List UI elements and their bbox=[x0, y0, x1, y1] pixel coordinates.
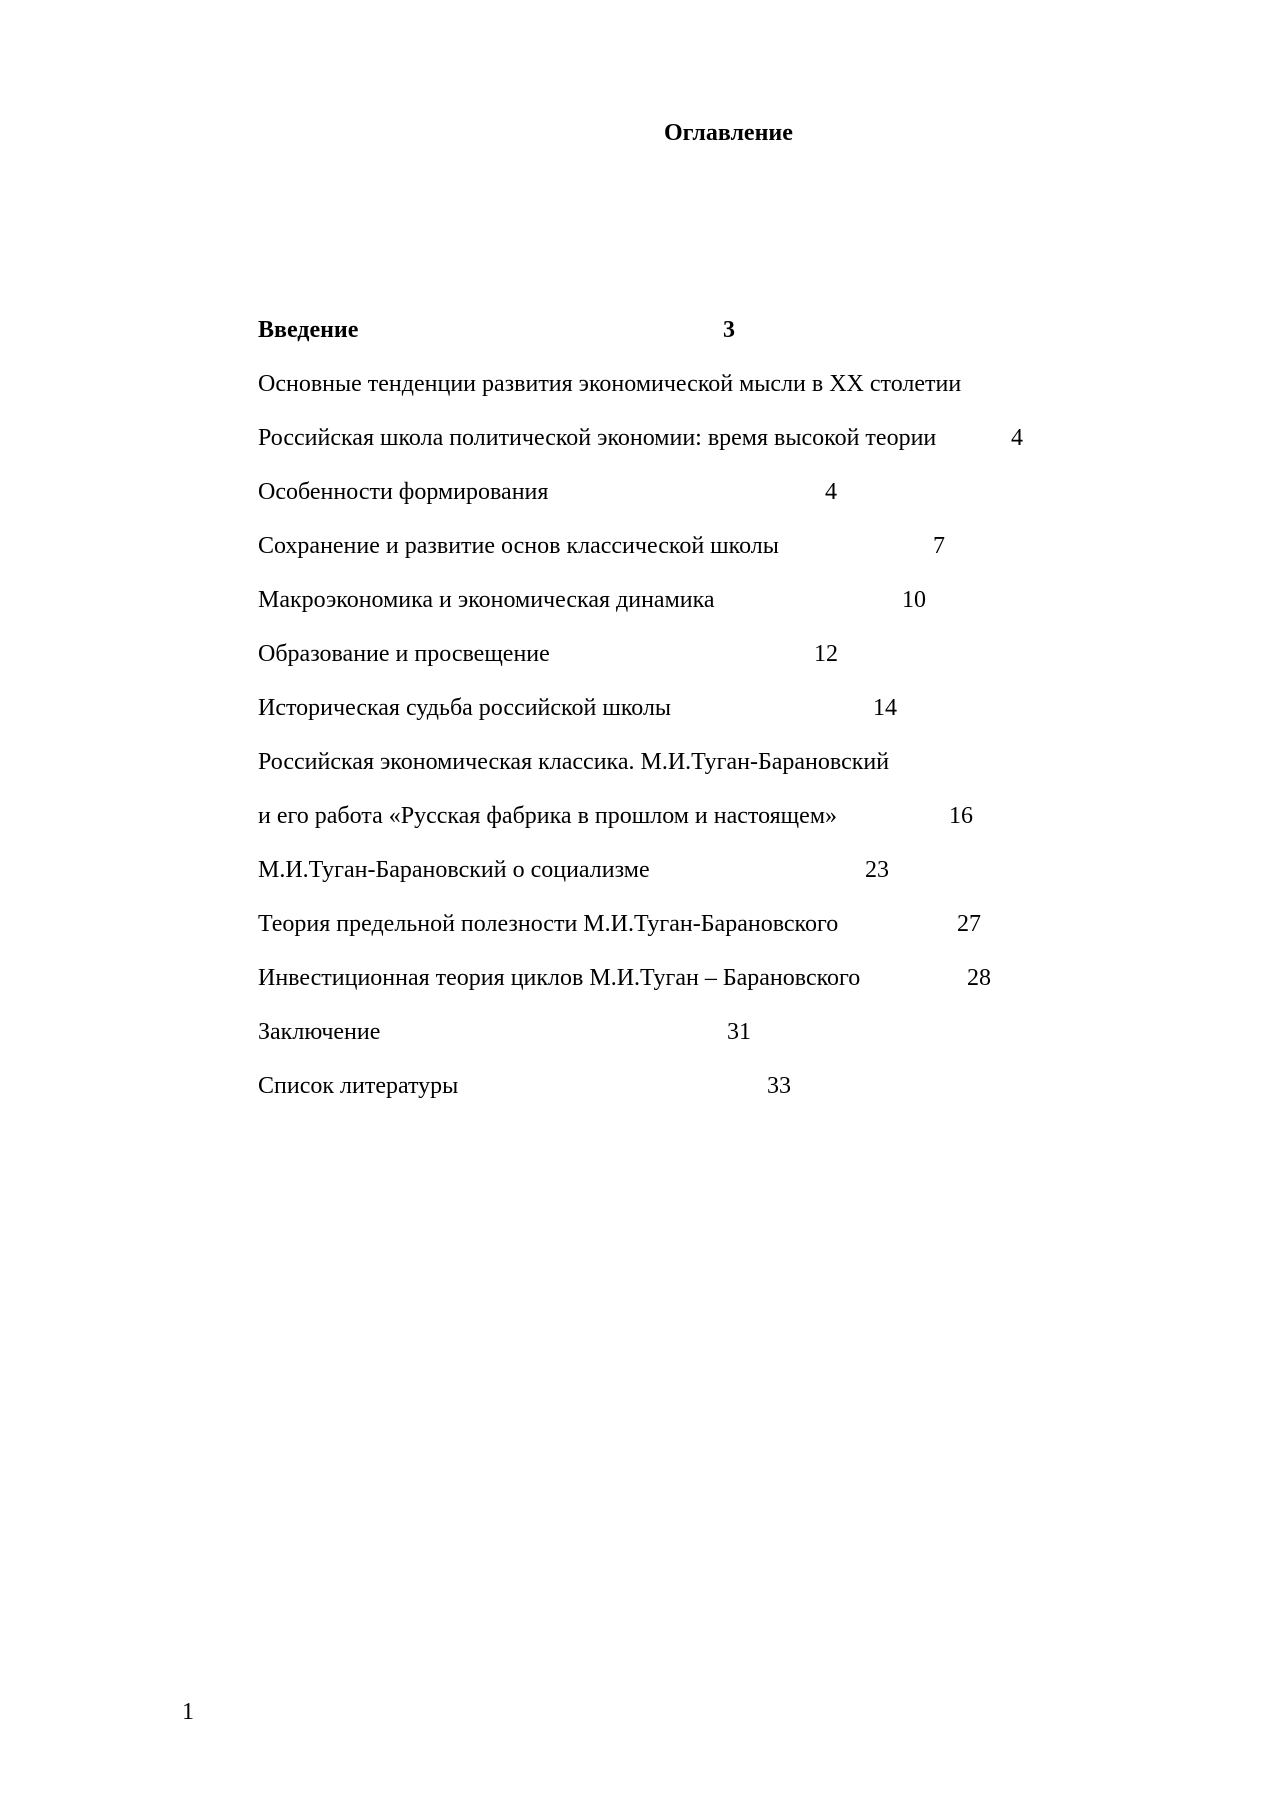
toc-entry-text: Российская школа политической экономии: время высокой теории bbox=[258, 425, 937, 451]
toc-entry-text: Заключение bbox=[258, 1019, 381, 1045]
toc-entry-text: Инвестиционная теория циклов М.И.Туган – Барановского bbox=[258, 965, 861, 991]
toc-entry-text: М.И.Туган-Барановский о социализме bbox=[258, 857, 650, 883]
toc-entry-page: 10 bbox=[902, 587, 926, 613]
toc-entry-page: 4 bbox=[1011, 425, 1023, 451]
toc-entry-page: 16 bbox=[949, 803, 973, 829]
toc-entry-text: Введение bbox=[258, 317, 359, 343]
toc-entry-text: Теория предельной полезности М.И.Туган-Барановского bbox=[258, 911, 839, 937]
toc-entry-text: Российская экономическая классика. М.И.Туган-Барановский bbox=[258, 749, 890, 775]
toc-entry-page: 23 bbox=[865, 857, 889, 883]
toc-entry-page: 3 bbox=[723, 317, 735, 343]
page-number: 1 bbox=[182, 1699, 194, 1725]
toc-entry-text: Макроэкономика и экономическая динамика bbox=[258, 587, 715, 613]
toc-entry-text: Сохранение и развитие основ классической школы bbox=[258, 533, 779, 559]
toc-entry-page: 28 bbox=[967, 965, 991, 991]
toc-entry-text: Историческая судьба российской школы bbox=[258, 695, 672, 721]
toc-entry-page: 12 bbox=[814, 641, 838, 667]
toc-entry-page: 14 bbox=[873, 695, 897, 721]
toc-entry-page: 33 bbox=[767, 1073, 791, 1099]
toc-entry-text: Основные тенденции развития экономической мысли в XX столетии bbox=[258, 371, 962, 397]
toc-entry-text: Список литературы bbox=[258, 1073, 459, 1099]
toc-entry-text: Образование и просвещение bbox=[258, 641, 550, 667]
toc-entry-page: 4 bbox=[825, 479, 837, 505]
toc-entry-page: 7 bbox=[933, 533, 945, 559]
toc-entry-text: и его работа «Русская фабрика в прошлом и настоящем» bbox=[258, 803, 837, 829]
toc-entry-page: 27 bbox=[957, 911, 981, 937]
toc-entry-text: Особенности формирования bbox=[258, 479, 549, 505]
document-title: Оглавление bbox=[664, 120, 793, 146]
toc-entry-page: 31 bbox=[727, 1019, 751, 1045]
